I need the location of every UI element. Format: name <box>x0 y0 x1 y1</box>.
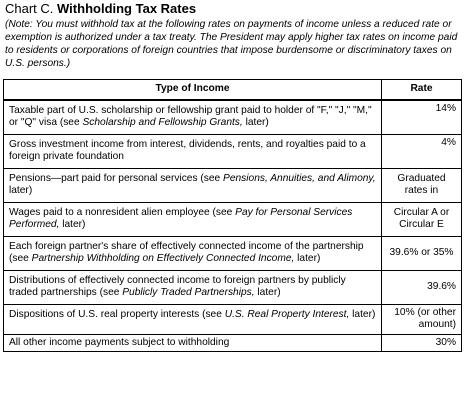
header-rate: Rate <box>382 80 462 100</box>
table-row <box>4 334 462 352</box>
table-header-row <box>4 80 462 100</box>
income-type-after: later) <box>242 117 269 128</box>
income-type-text: All other income payments subject to withholding <box>9 336 230 348</box>
table-row <box>4 236 462 270</box>
withholding-rates-table <box>3 79 462 352</box>
income-type-text: Pensions—part paid for personal services (see <box>9 172 224 184</box>
rate-cell: 39.6% <box>382 270 462 304</box>
rate-cell: Circular A or Circular E <box>382 202 462 236</box>
income-type-text: Each foreign partner's share of effectively connected income of the partnership (see <box>9 240 364 264</box>
table-row <box>4 270 462 304</box>
income-type-after: later) <box>349 308 376 320</box>
income-type-ref: Publicly Traded Partnerships, <box>122 287 255 298</box>
table-row <box>4 100 462 135</box>
income-type-cell <box>4 236 382 270</box>
rate-cell: 10% (or other amount) <box>382 304 462 334</box>
income-type-ref: Partnership Withholding on Effectively Connected Income, <box>31 253 295 264</box>
income-type-ref: Scholarship and Fellowship Grants, <box>82 117 243 128</box>
income-type-cell <box>4 168 382 202</box>
rate-cell: 30% <box>382 334 462 352</box>
income-type-ref: U.S. Real Property Interest, <box>224 308 350 320</box>
income-type-after: later) <box>294 253 321 264</box>
income-type-after: later) <box>9 185 33 196</box>
income-type-after: later) <box>254 287 281 298</box>
income-type-text: Taxable part of U.S. scholarship or fellowship grant paid to holder of "F," "J," "M," or "Q" visa (see <box>9 104 372 128</box>
header-type-of-income: Type of Income <box>4 80 382 100</box>
table-row <box>4 304 462 334</box>
income-type-ref: Pay for Personal Services Performed, <box>9 206 353 230</box>
income-type-cell <box>4 202 382 236</box>
chart-title-prefix: Chart C. <box>5 1 54 16</box>
income-type-cell <box>4 304 382 334</box>
table-row <box>4 168 462 202</box>
income-type-cell <box>4 270 382 304</box>
income-type-text: Gross investment income from interest, dividends, rents, and royalties paid to a foreign private foundation <box>9 138 366 162</box>
chart-title-bold: Withholding Tax Rates <box>57 1 197 16</box>
rate-cell: Graduated rates in <box>382 168 462 202</box>
income-type-text: Dispositions of U.S. real property interests (see <box>9 308 225 320</box>
table-row <box>4 202 462 236</box>
income-type-cell <box>4 134 382 168</box>
withholding-note: (Note: You must withhold tax at the following rates on payments of income unless a reduced rate or exemption is authorized under a tax treaty. The President may apply higher tax rates on income paid to residents or corporations of foreign countries that impose burdensome or discriminatory taxes on U.S. persons.) <box>5 19 458 69</box>
table-row <box>4 134 462 168</box>
chart-title <box>5 1 196 17</box>
rate-cell: 14% <box>382 100 462 135</box>
income-type-cell <box>4 100 382 135</box>
income-type-cell <box>4 334 382 352</box>
rate-cell: 4% <box>382 134 462 168</box>
rate-cell: 39.6% or 35% <box>382 236 462 270</box>
income-type-text: Distributions of effectively connected income to foreign partners by publicly traded partnerships (see <box>9 274 346 298</box>
income-type-after: later) <box>59 219 86 230</box>
income-type-ref: Pensions, Annuities, and Alimony, <box>223 172 376 184</box>
income-type-text: Wages paid to a nonresident alien employee (see <box>9 206 236 218</box>
